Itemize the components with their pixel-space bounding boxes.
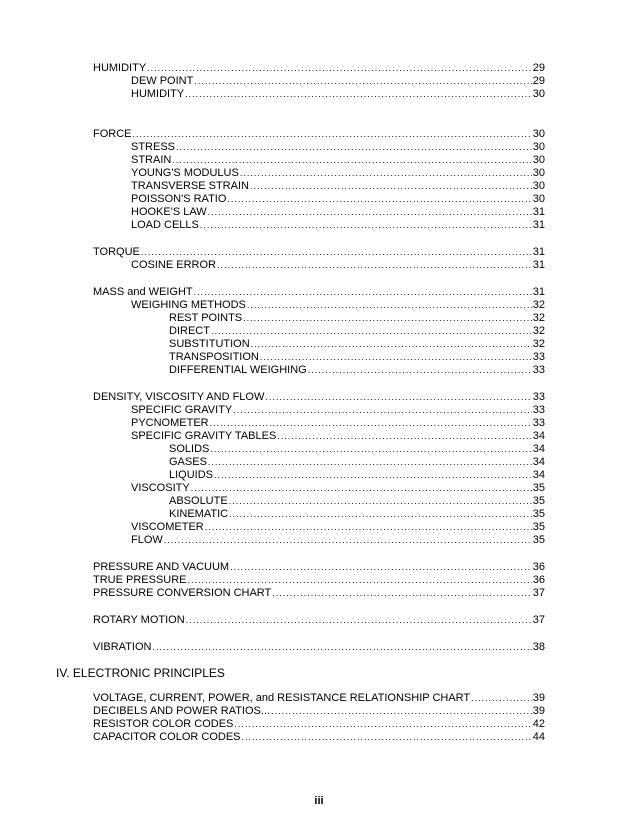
toc-leader-dots	[251, 338, 532, 351]
toc-entry	[93, 286, 545, 299]
toc-entry-label: HUMIDITY	[131, 88, 185, 100]
toc-leader-dots	[243, 312, 532, 325]
toc-entry-page: 34	[532, 443, 545, 455]
toc-entry	[169, 469, 545, 482]
toc-leader-dots	[191, 482, 532, 495]
toc-entry-label: LOAD CELLS	[131, 219, 199, 231]
toc-leader-dots	[185, 88, 532, 101]
toc-entry-page: 30	[532, 193, 545, 205]
toc-entry-label: HOOKE'S LAW	[131, 206, 207, 218]
toc-entry	[131, 521, 545, 534]
toc-entry	[93, 705, 545, 718]
toc-entry-page: 44	[532, 731, 545, 743]
toc-entry-page: 37	[532, 614, 545, 626]
toc-entry-page: 42	[532, 718, 545, 730]
toc-entry-label: FORCE	[93, 128, 132, 140]
toc-entry-page: 38	[532, 641, 545, 653]
toc-leader-dots	[194, 75, 531, 88]
toc-entry	[131, 404, 545, 417]
toc-entry-page: 30	[532, 88, 545, 100]
toc-entry-label: VISCOMETER	[131, 521, 204, 533]
toc-entry-page: 33	[532, 364, 545, 376]
toc-entry-page: 29	[532, 75, 545, 87]
toc-entry-page: 30	[532, 167, 545, 179]
toc-leader-dots	[176, 141, 532, 154]
toc-entry	[93, 574, 545, 587]
toc-entry	[169, 443, 545, 456]
toc-entry-label: TRANSPOSITION	[169, 351, 259, 363]
toc-entry-page: 32	[532, 299, 545, 311]
toc-entry-page: 30	[532, 128, 545, 140]
toc-entry-label: POISSON'S RATIO	[131, 193, 227, 205]
toc-entry-page: 31	[532, 259, 545, 271]
toc-entry	[131, 206, 545, 219]
toc-entry-page: 33	[532, 351, 545, 363]
toc-entry-page: 34	[532, 456, 545, 468]
page-number: iii	[314, 795, 324, 807]
toc-entry	[131, 154, 545, 167]
toc-entry-label: TORQUE	[93, 246, 140, 258]
toc-entry-label: SPECIFIC GRAVITY TABLES	[131, 430, 277, 442]
toc-entry-page: 36	[532, 561, 545, 573]
toc-entry-label: VISCOSITY	[131, 482, 190, 494]
toc-entry-label: ABSOLUTE	[169, 495, 228, 507]
toc-entry-page: 39	[532, 692, 545, 704]
toc-entry-label: VIBRATION	[93, 641, 152, 653]
toc-entry-label: TRUE PRESSURE	[93, 574, 187, 586]
toc-entry	[93, 718, 545, 731]
toc-entry	[93, 246, 545, 259]
toc-entry-label: DIRECT	[169, 325, 210, 337]
toc-entry-page: 32	[532, 325, 545, 337]
toc-entry-page: 35	[532, 482, 545, 494]
toc-entry-page: 36	[532, 574, 545, 586]
toc-entry	[169, 456, 545, 469]
toc-entry-page: 30	[532, 141, 545, 153]
toc-leader-dots	[214, 469, 532, 482]
toc-leader-dots	[172, 154, 531, 167]
toc-leader-dots	[147, 62, 532, 75]
toc-entry	[131, 482, 545, 495]
toc-entry-page: 34	[532, 469, 545, 481]
toc-entry-page: 31	[532, 246, 545, 258]
toc-leader-dots	[188, 574, 532, 587]
toc-leader-dots	[233, 404, 531, 417]
toc-entry	[131, 193, 545, 206]
toc-leader-dots	[152, 641, 531, 654]
toc-entry	[93, 561, 545, 574]
toc-entry	[169, 495, 545, 508]
toc-entry	[131, 259, 545, 272]
toc-entry-label: MASS and WEIGHT	[93, 286, 193, 298]
toc-entry	[131, 534, 545, 547]
toc-entry	[169, 508, 545, 521]
toc-entry-page: 39	[532, 705, 545, 717]
toc-entry-label: SUBSTITUTION	[169, 338, 250, 350]
toc-leader-dots	[229, 495, 532, 508]
toc-entry-page: 30	[532, 180, 545, 192]
toc-entry-label: ROTARY MOTION	[93, 614, 185, 626]
toc-entry-label: DECIBELS AND POWER RATIOS...	[93, 705, 271, 717]
toc-entry-page: 30	[532, 154, 545, 166]
toc-entry	[169, 364, 545, 377]
toc-entry-label: RESISTOR COLOR CODES	[93, 718, 234, 730]
toc-entry-page: 35	[532, 521, 545, 533]
toc-leader-dots	[308, 364, 532, 377]
toc-entry-page: 31	[532, 219, 545, 231]
toc-entry	[131, 141, 545, 154]
toc-leader-dots	[234, 718, 531, 731]
toc-leader-dots	[271, 705, 532, 718]
toc-entry	[169, 338, 545, 351]
toc-entry-label: GASES	[169, 456, 207, 468]
toc-entry	[93, 62, 545, 75]
toc-leader-dots	[217, 259, 532, 272]
toc-leader-dots	[260, 351, 532, 364]
toc-entry-label: SOLIDS	[169, 443, 210, 455]
toc-leader-dots	[240, 167, 532, 180]
toc-entry	[131, 299, 545, 312]
toc-leader-dots	[242, 731, 532, 744]
toc-leader-dots	[210, 417, 532, 430]
toc-entry	[131, 88, 545, 101]
toc-entry	[93, 587, 545, 600]
toc-leader-dots	[227, 193, 531, 206]
toc-entry-page: 32	[532, 312, 545, 324]
toc-entry	[131, 430, 545, 443]
toc-entry-page: 33	[532, 391, 545, 403]
toc-entry-label: YOUNG'S MODULUS	[131, 167, 239, 179]
toc-entry	[93, 128, 545, 141]
toc-entry-page: 35	[532, 495, 545, 507]
toc-entry	[131, 180, 545, 193]
toc-entry-label: FLOW	[131, 534, 163, 546]
toc-entry-label: PRESSURE AND VACUUM	[93, 561, 230, 573]
toc-entry-page: 33	[532, 417, 545, 429]
toc-entry	[169, 325, 545, 338]
toc-leader-dots	[210, 443, 531, 456]
toc-entry-label: PRESSURE CONVERSION CHART	[93, 587, 272, 599]
toc-entry-label: TRANSVERSE STRAIN	[131, 180, 249, 192]
toc-entry	[93, 391, 545, 404]
toc-entry	[169, 351, 545, 364]
toc-entry	[93, 731, 545, 744]
toc-entry-page: 32	[532, 338, 545, 350]
toc-entry-label: WEIGHING METHODS	[131, 299, 246, 311]
toc-entry-label: REST POINTS	[169, 312, 243, 324]
toc-entry	[93, 692, 545, 705]
toc-leader-dots	[230, 561, 532, 574]
toc-leader-dots	[205, 521, 532, 534]
toc-entry-page: 35	[532, 508, 545, 520]
toc-entry-label: DEW POINT	[131, 75, 194, 87]
toc-entry-page: 29	[532, 62, 545, 74]
toc-leader-dots	[200, 219, 532, 232]
toc-entry-page: 31	[532, 286, 545, 298]
toc-entry-label: PYCNOMETER	[131, 417, 209, 429]
toc-leader-dots	[208, 206, 532, 219]
toc-entry	[169, 312, 545, 325]
toc-entry-page: 35	[532, 534, 545, 546]
section-heading: IV. ELECTRONIC PRINCIPLES	[56, 666, 225, 680]
toc-entry	[93, 614, 545, 627]
toc-entry-page: 31	[532, 206, 545, 218]
toc-entry-label: SPECIFIC GRAVITY	[131, 404, 233, 416]
toc-entry	[131, 219, 545, 232]
toc-leader-dots	[133, 128, 532, 141]
toc-leader-dots	[229, 508, 532, 521]
toc-leader-dots	[164, 534, 532, 547]
toc-leader-dots	[247, 299, 532, 312]
toc-leader-dots	[250, 180, 532, 193]
toc-leader-dots	[141, 246, 532, 259]
toc-entry-label: HUMIDITY	[93, 62, 147, 74]
toc-leader-dots	[272, 587, 531, 600]
toc-leader-dots	[471, 692, 532, 705]
toc-entry-page: 37	[532, 587, 545, 599]
toc-entry-label: STRAIN	[131, 154, 172, 166]
toc-entry-label: COSINE ERROR	[131, 259, 216, 271]
toc-entry-label: CAPACITOR COLOR CODES	[93, 731, 241, 743]
toc-leader-dots	[208, 456, 532, 469]
toc-entry-label: DIFFERENTIAL WEIGHING	[169, 364, 307, 376]
toc-entry	[131, 167, 545, 180]
toc-entry-label: STRESS	[131, 141, 176, 153]
toc-entry-page: 33	[532, 404, 545, 416]
toc-entry	[93, 641, 545, 654]
toc-entry-label: LIQUIDS	[169, 469, 214, 481]
toc-entry	[131, 417, 545, 430]
toc-leader-dots	[211, 325, 532, 338]
toc-entry-label: VOLTAGE, CURRENT, POWER, and RESISTANCE RELATIONSHIP CHART	[93, 692, 471, 704]
toc-entry-label: DENSITY, VISCOSITY AND FLOW	[93, 391, 265, 403]
toc-leader-dots	[186, 614, 532, 627]
toc-leader-dots	[265, 391, 531, 404]
toc-entry-label: KINEMATIC	[169, 508, 229, 520]
toc-entry	[131, 75, 545, 88]
toc-entry-page: 34	[532, 430, 545, 442]
toc-leader-dots	[277, 430, 531, 443]
toc-leader-dots	[194, 286, 532, 299]
